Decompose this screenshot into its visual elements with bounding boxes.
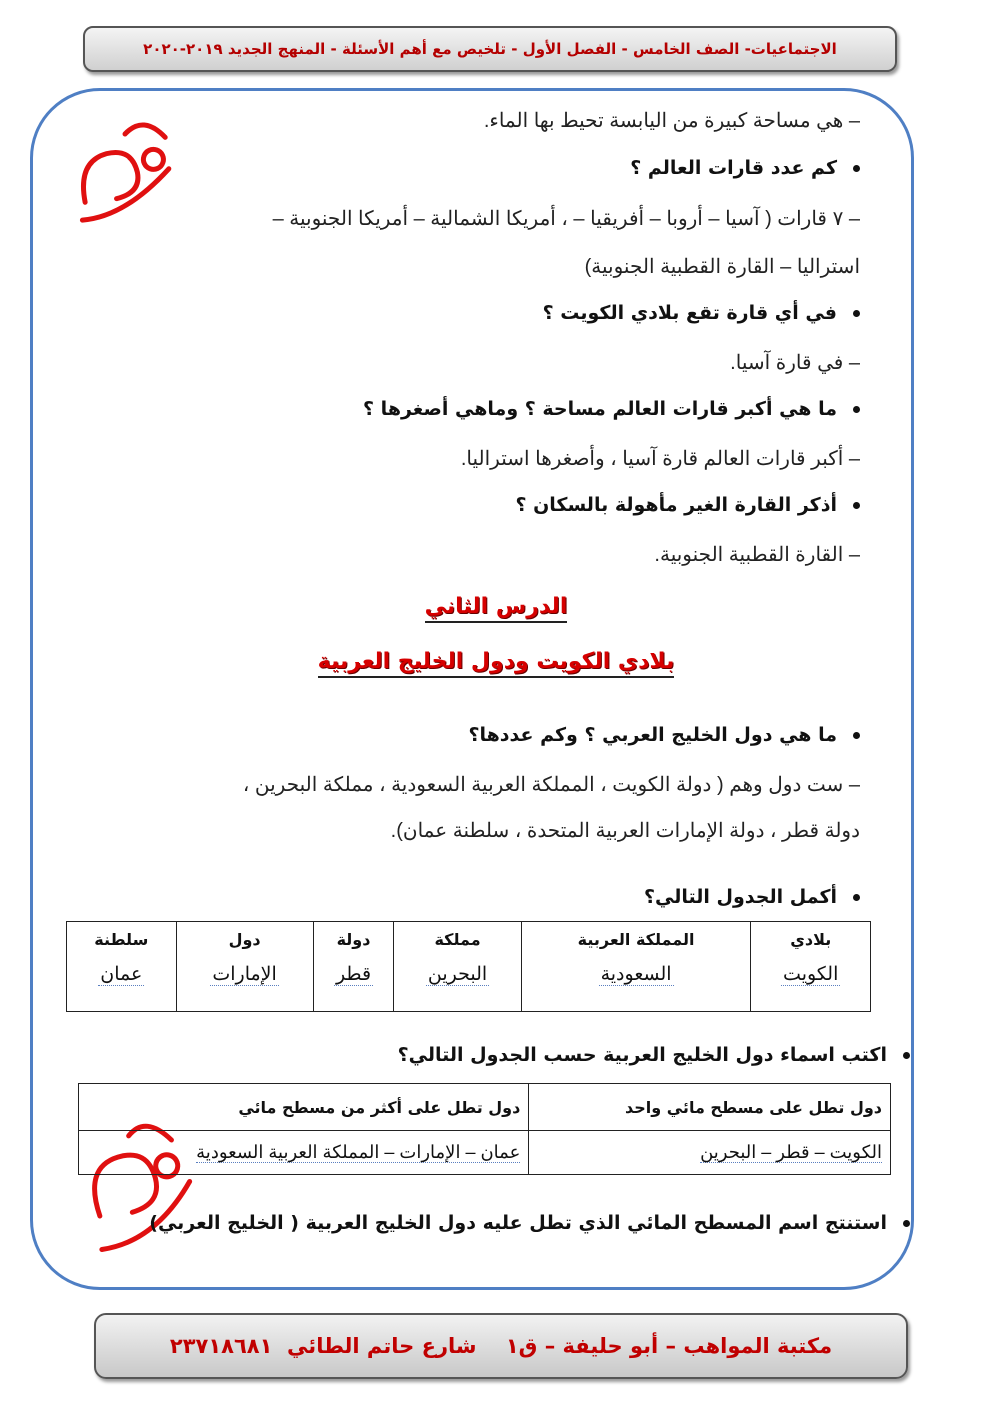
question-line: في أي قارة تقع بلادي الكويت ؟ (543, 302, 860, 324)
question-line: ما هي دول الخليج العربي ؟ وكم عددها؟ (468, 724, 860, 746)
table-cell: دول الإمارات (176, 922, 313, 1012)
answer-line: دولة قطر ، دولة الإمارات العربية المتحدة ، سلطنة عمان). (390, 820, 860, 842)
table-cell: الكويت – قطر – البحرين (529, 1131, 891, 1175)
table-cell: عمان – الإمارات – المملكة العربية السعودية (79, 1131, 529, 1175)
question-line: أكمل الجدول التالي؟ (644, 886, 860, 908)
header-banner (83, 26, 897, 72)
bullet-icon (853, 502, 860, 509)
header-title: الاجتماعيات- الصف الخامس - الفصل الأول - تلخيص مع أهم الأسئلة - المنهج الجديد ٢٠١٩-٢٠٢٠ (143, 40, 837, 58)
table-cell: بلادي الكويت (751, 922, 871, 1012)
answer-line: – أكبر قارات العالم قارة آسيا ، وأصغرها استراليا. (460, 448, 860, 470)
bullet-icon (853, 894, 860, 901)
bullet-icon (853, 732, 860, 739)
bullet-icon (903, 1220, 910, 1227)
bullet-icon (853, 406, 860, 413)
table-cell: دولة قطر (313, 922, 394, 1012)
gulf-states-table (66, 921, 871, 1012)
footer-text: مكتبة المواهب – أبو حليفة – ق١ شارع حاتم الطائي ٢٣٧١٨٦٨١ (169, 1334, 833, 1358)
stamp-logo-top (42, 88, 202, 238)
lesson-title: بلادي الكويت ودول الخليج العربية (0, 649, 992, 674)
footer-banner (94, 1313, 908, 1379)
answer-line: – في قارة آسيا. (730, 352, 860, 374)
lesson-number: الدرس الثاني (0, 594, 992, 619)
question-line: استنتج اسم المسطح المائي الذي تطل عليه دول الخليج العربية ( الخليج العربي) (149, 1212, 910, 1234)
table-cell: مملكة البحرين (394, 922, 521, 1012)
question-line: كم عدد قارات العالم ؟ (630, 157, 860, 179)
question-line: ما هي أكبر قارات العالم مساحة ؟ وماهي أصغرها ؟ (363, 398, 860, 420)
bullet-icon (853, 165, 860, 172)
question-line: اكتب اسماء دول الخليج العربية حسب الجدول التالي؟ (398, 1044, 910, 1066)
bullet-icon (903, 1052, 910, 1059)
table-header-cell: دول تطل على أكثر من مسطح مائي (79, 1084, 529, 1131)
answer-line: استراليا – القارة القطبية الجنوبية) (584, 256, 860, 278)
table-header-cell: دول تطل على مسطح مائي واحد (529, 1084, 891, 1131)
answer-line: – ٧ قارات ( آسيا – أروبا – أفريقيا – ، أمريكا الشمالية – أمريكا الجنوبية – (272, 208, 860, 230)
table-cell: سلطنة عمان (67, 922, 177, 1012)
answer-line: – القارة القطبية الجنوبية. (654, 544, 860, 566)
table-cell: المملكة العربية السعودية (521, 922, 751, 1012)
question-line: أذكر القارة الغير مأهولة بالسكان ؟ (515, 494, 860, 516)
answer-line: – هي مساحة كبيرة من اليابسة تحيط بها الماء. (483, 110, 860, 132)
answer-line: – ست دول وهم ( دولة الكويت ، المملكة العربية السعودية ، مملكة البحرين ، (242, 774, 860, 796)
bullet-icon (853, 310, 860, 317)
water-bodies-table (78, 1083, 891, 1175)
